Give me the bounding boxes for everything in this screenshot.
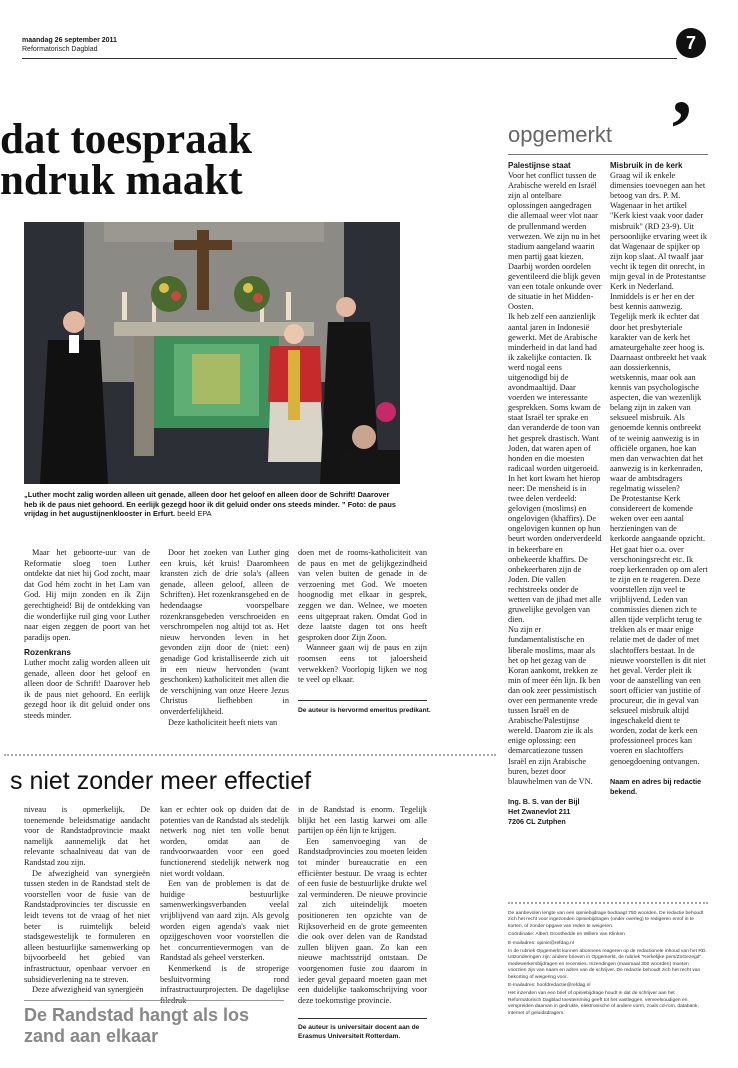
fine-print-line: Het inzenden van een brief of opiniebijdrage houdt in dat de schrijver aan het Reformatorisch Dagblad toestemming geeft tot het vastleggen, verveelvoudigen en verspreiden daarvan in gedrukte, elektronische of andere vorm, zoals cd-rom, databank, internet of geluidsdragers. [508,991,699,1016]
paragraph: Voor het conflict tussen de Arabische wereld en Israël zijn al ontelbare oplossingen aangedragen die allemaal weer vlot naar de prullenmand werden verwezen. We zijn nu in het stadium aangeland waarin men partij gaat kiezen. Daarbij worden oordelen geventileerd die blijk geven van een totale onkunde over de situatie in het Midden-Oosten. [508,171,602,312]
paragraph: Wanneer gaan wij de paus en zijn roomsen eens tot jaloersheid verwekken? Voorlopig lijken we nog te veel op elkaar. [298,643,427,685]
paragraph: Nu zijn er fundamentalistische en liberale moslims, maar als het op het gezag van de Koran aankomt, trekken ze min of meer één lijn. Ik ben dan ook zeer pessimistisch over een permanente vrede tussen Israël en de Arabische/Palestijnse wereld. Daarom zie ik als enige oplossing: een demarcatiezone tussen Israël en zijn Arabische buren, bezet door blauwhelmen van de VN. [508,625,601,786]
article2-column-3 [298,805,427,1006]
paragraph: Maar het geboorte-uur van de Reformatie sloeg toen Luther ontdekte dat niet hij God zocht, maar dat God hém zocht in het Lam van God. Hij mijn zonden en ík Zijn gerechtigheid! Bij de ontdekking van die wonderlijke ruil ging voor Luther naar eigen zeggen de poort van het paradijs open. [24,548,150,642]
fine-print-line: De aanbevolen lengte van een opiniebijdrage bedraagt 750 woorden. De redactie behoudt zich het recht voor ingezonden opiniebijdragen (onder overleg) te redigeren en/of in te korten, of zonder opgave van reden te weigeren. [508,911,704,929]
letter-heading: Misbruik in de kerk [610,161,683,170]
letter-palestijnse-staat [508,161,602,827]
section-divider [508,902,708,904]
paragraph: kan er echter ook op duiden dat de potenties van de Randstad als stedelijk netwerk nog niet ten volle benut worden, omdat aan de randvoorwaarden voor een goed functionerend stedelijk netwerk nog niet wordt voldaan. [160,805,289,878]
paragraph: Door het zoeken van Luther ging een kruis, két kruis! Daaromheen kransten zich de drie sola's (alleen genade, alleen geloof, alleen de Schriften). Het rozenkransgebed en de hedendaagse voorspelbare rozenkransgebeden verschroeiden en verschrompelen nog altijd tot as. Het nieuw hervonden leven in het gevonden zijn door de (niet: een) genadige God kristalliseerde zich uit in een nieuw hervonden (want geschonken) katholiciteit met allen die de verschijning van onze Heere Jezus Christus liefhebben in onverderfelijkheid. [160,548,289,716]
headline-line-1: dat toespraak [0,116,253,163]
signature-address: Het Zwanevlot 211 [508,806,571,816]
pullquote-rule [24,1000,284,1001]
article2-column-1 [24,805,150,996]
headline-line-2: ndruk maakt [0,157,243,204]
article1-column-3 [298,548,427,686]
paragraph: Ik heb zelf een aanzienlijk aantal jaren in Indonesië gewerkt. Met de Arabische minderheid in dat land had ik zakelijke contacten. Ik werd nogal eens uitgenodigd bij de avondmaaltijd. Daar voerden we interessante gesprekken. Soms kwam de staat Israël ter sprake en dan veranderde de toon van het gesprek drastisch. Want Joden, dat waren apen of honden en die moesten radicaal worden uitgeroeid. [508,312,601,473]
paragraph: doen met de rooms-katholiciteit van de paus en met de gelijkgezindheid van velen buiten de genade in de verzoening met God. We moeten hoognodig met elkaar in gesprek, zeggen we dan. Welnee, we moeten eens uitgepraat raken. Omdat God in deze laatste dagen tot ons heeft gesproken door Zijn Zoon. [298,548,427,642]
divider [298,700,427,701]
fine-print-line: In de rubriek Opgemerkt kunnen abonnees reageren op de redactionele inhoud van het RD. Uitzonderingen zijn: andere brieven in Opgemerkt, de rubriek "Kerkelijke pers/ZoGezegd", medewerkersbijdragen en recensies. Inzendingen (maximaal 300 woorden) moeten voorzien zijn van naam en adres van de schrijver. De redactie behoudt zich het recht van bekorting of weigering voor. [508,949,707,980]
author-note: De auteur is hervormd emeritus predikant. [298,707,431,714]
section-title-rule [508,154,708,155]
section-divider [4,754,496,756]
caption-credit: beeld EPA [177,509,212,519]
fine-print-line: E-mailadres: opinie@refdag.nl [508,940,574,946]
article1-column-2 [160,548,289,728]
paragraph: Een van de problemen is dat de huidige bestuurlijke samenwerkingsverbanden veelal vrijblijvend van aard zijn. Als gevolg worden eigen agenda's vaak niet opzijgeschoven voor voorstellen die het concurrentievermogen van de Randstad als geheel versterken. [160,879,289,963]
fine-print [508,911,708,1019]
article1-column-1 [24,548,150,722]
letter-misbruik-in-de-kerk [610,161,708,797]
paragraph: in de Randstad is enorm. Tegelijk blijkt het een lastig karwei om alle partijen op één lijn te krijgen. [298,805,427,836]
header-rule [22,58,677,59]
article2-headline: s niet zonder meer effectief [10,767,312,795]
paragraph: De Protestantse Kerk considereert de komende weken over een aantal herzieningen van de kerkorde aangaande opzicht. Het gaat hier o.a. over verschoningsrecht etc. Ik roep kerkenraden op om alert te zijn en te reageren. Deze voorstellen zijn veel te vrijblijvend. Leden van commissies dienen zich te allen tijde verplicht terug te trekken als er maar enige relatie met de dader of met slachtoffers bestaat. In de nieuwe voorstellen is dit niet het geval. Verder pleit ik voor de aanstelling van een soort officier van justitie of procureur, die in geval van seksueel misbruik altijd ingeschakeld dient te worden, zodat de kerk een professioneel proces kan voeren en slachtoffers genoegdoening ontvangen. [610,494,708,766]
subheading: Rozenkrans [24,647,72,658]
paragraph: Luther mocht zalig worden alleen uit genade, alleen door het geloof en alleen door de Schrift! Daarover heb ik de paus niet gehoord. En eerlijk gezegd hoor ik dit geluid onder ons steeds minder. [24,657,150,720]
author-line: De auteur is universitair docent aan de [298,1024,420,1031]
comma-logo: , [672,44,692,132]
section-title: opgemerkt [508,122,612,147]
article2-author-note [298,1024,433,1041]
pull-quote: De Randstad hangt als los zand aan elkaar [24,1005,250,1046]
caption-text: „Luther mocht zalig worden alleen uit genade, alleen door het geloof en alleen door de Schrift! Daarover heb ik de paus niet gehoord. En eerlijk gezegd hoor ik dit geluid onder ons steeds minder. ” Foto: de paus vrijdag in het augustijnenklooster in Erfurt. [24,490,397,519]
paragraph: Graag wil ik enkele dimensies toevoegen aan het betoog van drs. P. M. Wagenaar in het artikel "Kerk kiest vaak voor dader misbruik" (RD 23-9). Uit persoonlijke ervaring weet ik dat Wagenaar de spijker op zijn kop slaat. Al twaalf jaar vecht ik tegen dit onrecht, in mijn geval in de Protestantse Kerk in Nederland. Inmiddels is er her en der best kennis aanwezig. Tegelijk merk ik echter dat door het presbyteriale karakter van de kerk het amateurgehalte zeer hoog is. Daarnaast ontbreekt het vaak aan dossierkennis, wetskennis, maar ook aan kennis van psychologische aspecten, die van wezenlijk belang zijn in zaken van seksueel misbruik. Als genoemde kennis ontbreekt of te weinig aanwezig is in officiële organen, hoe kan men dan verwachten dat het aanwezig is in kerkenraden, waar de ambtsdragers regelmatig wisselen? [610,171,707,493]
paragraph: Een samenvoeging van de Randstadprovincies zou moeten leiden tot minder bureaucratie en een efficiënter bestuur. De vraag is echter of een fusie de bestuurlijke drukte wel zal verminderen. De nieuwe provincie zal zich uiteindelijk moeten positioneren ten opzichte van de Rijksoverheid en de grote gemeenten die ook over delen van de Randstad zullen blijven gaan. Zo kan een nieuwe machtsstrijd ontstaan. De voorgenomen fusie zou daarom in ieder geval gepaard moeten gaan met een duidelijke taakomschrijving voor deze toekomstige provincie. [298,836,427,1005]
paragraph: Deze afwezigheid van synergieën [32,985,144,995]
header-date: maandag 26 september 2011 [22,37,117,44]
paragraph: De afwezigheid van synergieën tussen steden in de Randstad stelt de voorstellen voor de fusie van de Randstadprovincies ter discussie en leidt tevens tot de vraag of het niet beter is ruimtelijk beleid stadsgewestelijk te formuleren en alleen bestuurlijke samenwerking op bijvoorbeeld het gebied van infrastructuur, openbaar vervoer en subsidieverlening na te streven. [24,868,150,984]
divider [298,1018,427,1019]
photo-caption [24,490,402,519]
fine-print-line: E-mailadres: hoofdredactie@refdag.nl [508,983,591,989]
paragraph: Kenmerkend is de stroperige besluitvorming rond infrastructuurprojecten. De dagelijkse filedruk [160,963,289,1005]
fine-print-line: Coördinatie: Albert Groothedde en Willem van Klinken [508,932,625,938]
letter-heading: Palestijnse staat [508,161,571,170]
article2-column-2 [160,805,289,1006]
signature-name: Ing. B. S. van der Bijl [508,796,580,806]
header-publication: Reformatorisch Dagblad [22,46,98,53]
paragraph: Deze katholiciteit heeft niets van [168,717,278,727]
page-header [22,36,117,54]
letter-signature: Naam en adres bij redactie bekend. [610,776,702,796]
author-line: Erasmus Universiteit Rotterdam. [298,1032,401,1040]
signature-city: 7206 CL Zutphen [508,816,566,826]
letter-signature [508,797,602,827]
paragraph: In het kort kwam het hierop neer: De mensheid is in twee delen verdeeld: gelovigen (moslims) en ongelovigen (khaffirs). De ongelovigen kunnen op hun beurt worden onderverdeeld in bekeerbare en onbekeerde khaffirs. De onbekeerbaren zijn de Joden. Die vallen rechtstreeks onder de wetten van de jihad met alle gruwelijke gevolgen van dien. [508,473,602,625]
page-number-badge: 7 [676,28,706,58]
photo-illustration [24,222,400,484]
paragraph: niveau is opmerkelijk. De toenemende beleidsmatige aandacht voor de Randstadprovincie maakt namelijk aannemelijk dat het relevante schaalniveau dat van de Randstad zou zijn. [24,805,150,867]
news-photo [24,222,400,484]
